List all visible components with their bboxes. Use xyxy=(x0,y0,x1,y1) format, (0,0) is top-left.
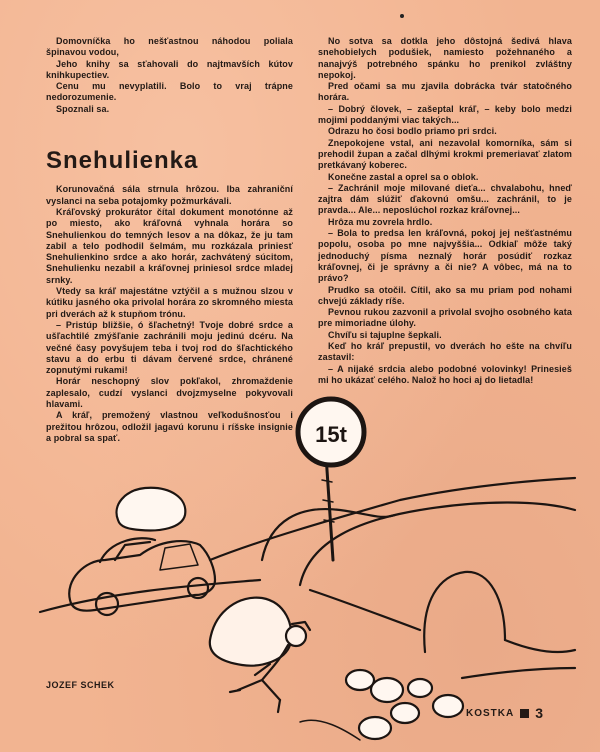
paragraph: – Bola to predsa len kráľovná, pokoj jej nešťastnému popolu, osoba po mne najvyššia... Odkiaľ môže taký jednoduchý písma neznalý horár posúdiť rozkaz kráľovnej, či je správny a či nie? A vôbec, má na to právo? xyxy=(318,228,572,284)
paragraph: Hrôza mu zovrela hrdlo. xyxy=(328,216,433,227)
paragraph: Jeho knihy sa sťahovali do najtmavších kútov knihkupectiev. xyxy=(46,58,293,80)
page-footer xyxy=(466,705,544,721)
illustration-credit: JOZEF SCHEK xyxy=(46,680,115,690)
magazine-name: KOSTKA xyxy=(466,707,515,719)
paragraph: – Dobrý človek, – zašeptal kráľ, – keby bolo medzi mojimi poddanými viac takých... xyxy=(318,103,572,126)
paragraph: – Pristúp bližšie, ó šľachetný! Tvoje dobré srdce a ušľachtilé zmýšľanie zachránili moju jedinú dcéru. Na večné časy povyšujem teba i tvoj rod do šľachtického stavu a do erbu ti dávam červené srdce, chránené zopnutými rukami! xyxy=(46,319,293,376)
paragraph: Cenu mu nevyplatili. Bolo to vraj trápne nedorozumenie. xyxy=(46,81,293,103)
paragraph: Vtedy sa kráľ majestátne vztýčil a s mužnou slzou v kútiku jasného oka privolal horára zo skromného miesta pri dverách až k stupňom trónu. xyxy=(46,286,293,319)
paragraph: Horár neschopný slov pokľakol, zhromaždenie zaplesalo, cudzí vyslanci dvojzmyselne pokyvovali hlavami. xyxy=(46,376,293,410)
paragraph: Spoznali sa. xyxy=(56,103,110,114)
paragraph: Keď ho kráľ prepustil, vo dverách ho ešte na chvíľu zastavil: xyxy=(318,341,572,363)
paragraph: Znepokojene vstal, ani nezavolal komorníka, sám si prehodil župan a začal dlhými krokmi premeriavať zlatom pretkávaný koberec. xyxy=(318,137,572,171)
paragraph: Odrazu ho čosi bodlo priamo pri srdci. xyxy=(328,126,497,137)
paragraph: – A nijaké srdcia alebo podobné volovinky! Prinesieš mi ho ukázať celého. Nalož ho hoci aj do lietadla! xyxy=(318,363,572,385)
paragraph: Domovníčka ho nešťastnou náhodou poliala špinavou vodou, xyxy=(46,36,293,58)
story-title: Snehulienka xyxy=(46,147,199,175)
square-icon xyxy=(520,709,529,718)
paragraph: Pevnou rukou zazvonil a privolal svojho osobného kata pre mimoriadne úlohy. xyxy=(318,307,572,329)
paragraph: Kráľovský prokurátor čítal dokument monotónne až po miesto, ako kráľovná vyhnala horára so Snehulienkou do temných lesov a na dôkaz, že ju tam zabil a telo podhodil šelmám, mu rozkázala priniesť Snehulienkino srdce a ako horár, zachvátený súcitom, Snehulienku nezabil a kráľovnej priniesol srdce mladej srnky. xyxy=(46,206,293,285)
paragraph: Konečne zastal a oprel sa o oblok. xyxy=(328,171,479,182)
paragraph: Chvíľu si tajuplne šepkali. xyxy=(328,329,442,340)
paragraph: A kráľ, premožený vlastnou veľkodušnosťou i prežitou hrôzou, odložil jagavú korunu i ríšske insignie a pobral sa spať. xyxy=(46,410,293,443)
paragraph: Prudko sa otočil. Cítil, ako sa mu priam pod nohami chvejú základy ríše. xyxy=(318,284,572,306)
sign-label: 15t xyxy=(315,422,347,447)
paragraph: – Zachránil moje milované dieťa... chvalabohu, hneď zajtra dám slúžiť ďakovnú omšu... zachránil, to je pravda... Ale... neposlúchol rozkaz kráľovnej... xyxy=(318,182,572,216)
page-number: 3 xyxy=(535,705,545,721)
paragraph: Pred očami sa mu zjavila dobrácka tvár statočného horára. xyxy=(318,81,572,103)
paragraph: No sotva sa dotkla jeho dôstojná šedivá hlava snehobielych podušiek, namiesto požehnaného a nanajvýš potrebného spánku ho prenikol zvláštny nepokoj. xyxy=(318,36,572,80)
paragraph: Korunovačná sála strnula hrôzou. Iba zahraniční vyslanci na seba potajomky požmurkávali. xyxy=(46,184,293,206)
